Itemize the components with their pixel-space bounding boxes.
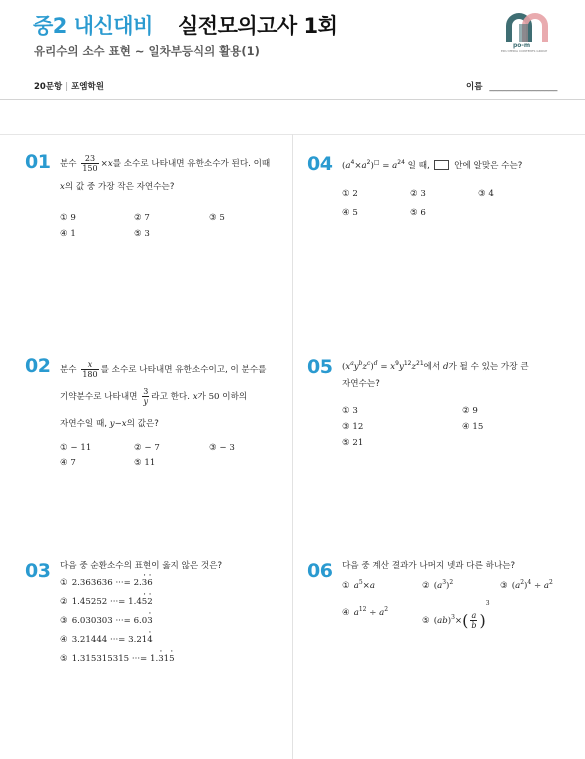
q1-option-5[interactable]: ⑤ 3 bbox=[134, 229, 150, 239]
question-number-02: 02 bbox=[25, 355, 51, 377]
q2-option-1[interactable]: ① − 11 bbox=[60, 443, 92, 453]
question-06-text: 다음 중 계산 결과가 나머지 넷과 다른 하나는? bbox=[342, 561, 516, 571]
question-number-01: 01 bbox=[25, 151, 51, 173]
name-field[interactable] bbox=[466, 80, 557, 92]
blank-box bbox=[434, 160, 449, 170]
column-divider bbox=[292, 134, 293, 759]
page-subtitle: 유리수의 소수 표현 ~ 일차부등식의 활용(1) bbox=[34, 44, 260, 58]
name-blank: ________________ bbox=[489, 82, 558, 92]
title-accent: 중2 내신대비 bbox=[33, 14, 153, 38]
q4-option-1[interactable]: ① 2 bbox=[342, 189, 358, 199]
q6-option-2[interactable]: ② $(a^3)^2$ bbox=[422, 579, 454, 591]
q2-option-5[interactable]: ⑤ 11 bbox=[134, 458, 156, 468]
question-04-text: $(a^4\times a^2)^□ = a^{24}$ 일 때, 안에 알맞은 수는? bbox=[342, 159, 523, 171]
q3-option-3[interactable]: ③ 6.030303 ···= 6.0· 3 bbox=[60, 616, 153, 626]
q6-option-5[interactable]: ⑤ (ab)$^3$×( $\frac{a}{b}$ )$^3$ bbox=[422, 600, 490, 630]
q5-option-5[interactable]: ⑤ 21 bbox=[342, 438, 364, 448]
q4-option-3[interactable]: ③ 4 bbox=[478, 189, 494, 199]
q5-option-3[interactable]: ③ 12 bbox=[342, 422, 364, 432]
question-number-03: 03 bbox=[25, 560, 51, 582]
q5-option-4[interactable]: ④ 15 bbox=[462, 422, 484, 432]
q4-option-5[interactable]: ⑤ 6 bbox=[410, 208, 426, 218]
q1-option-1[interactable]: ① 9 bbox=[60, 213, 76, 223]
header-divider bbox=[0, 99, 585, 100]
academy-name: 포엠학원 bbox=[71, 82, 104, 92]
question-count-label: 20문항 bbox=[34, 82, 63, 92]
question-03-text: 다음 중 순환소수의 표현이 옳지 않은 것은? bbox=[60, 561, 223, 571]
q3-option-4[interactable]: ④ 3.21444 ···= 3.21· 4 bbox=[60, 635, 153, 645]
logo-text: po-m bbox=[513, 42, 531, 49]
question-count bbox=[34, 80, 104, 92]
question-number-05: 05 bbox=[307, 356, 333, 378]
q6-option-4[interactable]: ④ $a^{12} \div a^2$ bbox=[342, 606, 389, 618]
q1-option-3[interactable]: ③ 5 bbox=[209, 213, 225, 223]
q4-option-4[interactable]: ④ 5 bbox=[342, 208, 358, 218]
question-02-text: 분수 $\frac{x}{180}$ 를 소수로 나타내면 유한소수이고, 이 분수를 기약분수로 나타내면 $\frac{3}{y}$ 라고 한다. x가 50 이하의 자연수일 때, y−x의 값은? bbox=[60, 360, 267, 429]
q2-option-3[interactable]: ③ − 3 bbox=[209, 443, 235, 453]
logo-subtext: EDU MEDIA CONTENTS GROUP bbox=[501, 49, 548, 53]
q5-option-2[interactable]: ② 9 bbox=[462, 406, 478, 416]
q1-option-4[interactable]: ④ 1 bbox=[60, 229, 76, 239]
question-01-text: 분수 $\frac{23}{150}$ ×x를 소수로 나타내면 유한소수가 된다. 이때 x의 값 중 가장 작은 자연수는? bbox=[60, 154, 271, 192]
question-number-04: 04 bbox=[307, 153, 333, 175]
question-number-06: 06 bbox=[307, 560, 333, 582]
q3-option-2[interactable]: ② 1.45252 ···= 1.4· 5· 2 bbox=[60, 597, 153, 607]
meta-separator: | bbox=[65, 82, 69, 92]
q3-option-1[interactable]: ① 2.363636 ···= 2.· 3· 6 bbox=[60, 578, 153, 588]
question-05-text: $(x^ay^bz^c)^d = x^9y^{12}z^{21}$에서 d가 될 수 있는 가장 큰 자연수는? bbox=[342, 360, 529, 389]
q2-option-2[interactable]: ② − 7 bbox=[134, 443, 160, 453]
q6-option-3[interactable]: ③ $(a^2)^4 \div a^2$ bbox=[500, 579, 553, 591]
q1-option-2[interactable]: ② 7 bbox=[134, 213, 150, 223]
q6-option-1[interactable]: ① $a^5\times a$ bbox=[342, 579, 375, 591]
q2-option-4[interactable]: ④ 7 bbox=[60, 458, 76, 468]
q5-option-1[interactable]: ① 3 bbox=[342, 406, 358, 416]
page-title: 실전모의고사 1회 bbox=[178, 14, 338, 38]
pom-logo bbox=[501, 12, 553, 53]
name-label: 이름 bbox=[466, 82, 483, 92]
q4-option-2[interactable]: ② 3 bbox=[410, 189, 426, 199]
q3-option-5[interactable]: ⑤ 1.315315315 ···= 1.· 31· 5 bbox=[60, 654, 175, 664]
